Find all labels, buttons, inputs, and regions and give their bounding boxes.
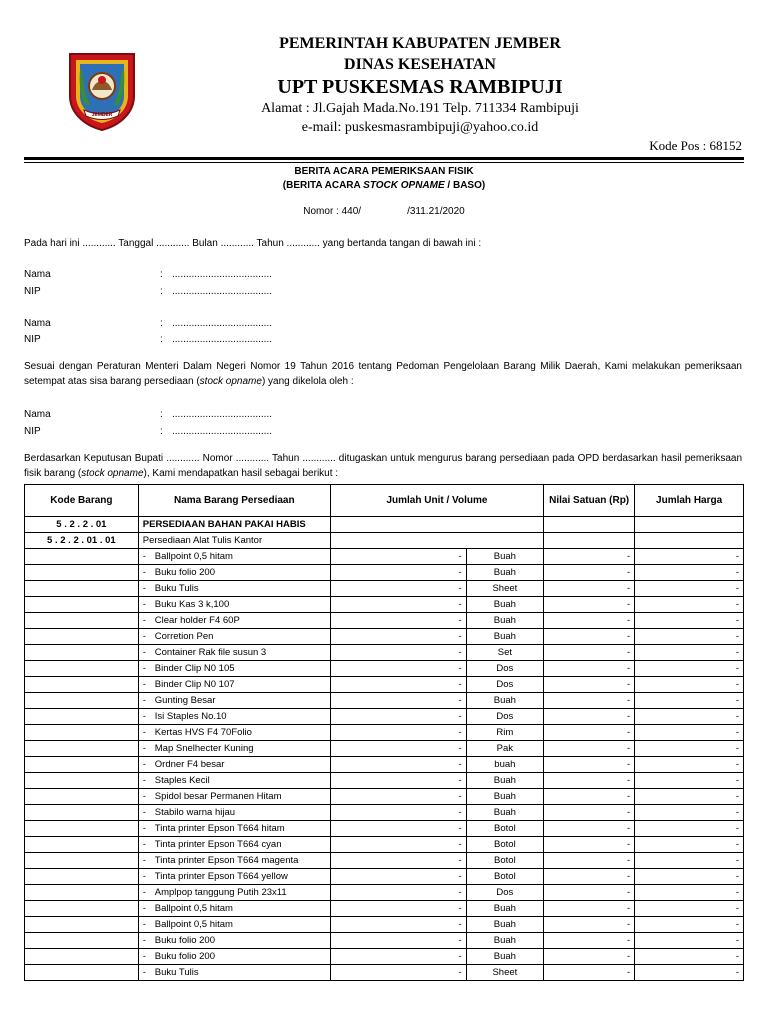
item-name: - Ballpoint 0,5 hitam xyxy=(138,549,330,565)
item-total: - xyxy=(635,741,744,757)
item-total: - xyxy=(635,757,744,773)
item-total: - xyxy=(635,901,744,917)
item-qty: - xyxy=(330,853,466,869)
item-name: - Ordner F4 besar xyxy=(138,757,330,773)
item-unit: Botol xyxy=(466,837,543,853)
item-unit: Buah xyxy=(466,773,543,789)
table-row xyxy=(25,901,744,917)
item-price: - xyxy=(544,613,635,629)
item-qty: - xyxy=(330,917,466,933)
item-unit: Buah xyxy=(466,613,543,629)
item-name: - Staples Kecil xyxy=(138,773,330,789)
col-jumlah-harga: Jumlah Harga xyxy=(635,485,744,517)
item-price: - xyxy=(544,709,635,725)
item-price: - xyxy=(544,597,635,613)
item-name: - Buku folio 200 xyxy=(138,565,330,581)
item-total: - xyxy=(635,853,744,869)
table-row xyxy=(25,773,744,789)
item-qty: - xyxy=(330,629,466,645)
item-qty: - xyxy=(330,645,466,661)
nomor-pre: Nomor : 440/ xyxy=(303,206,362,217)
item-unit: Botol xyxy=(466,869,543,885)
item-total: - xyxy=(635,773,744,789)
item-total: - xyxy=(635,869,744,885)
item-unit: Sheet xyxy=(466,581,543,597)
item-name: - Buku Kas 3 k,100 xyxy=(138,597,330,613)
item-qty: - xyxy=(330,885,466,901)
item-price: - xyxy=(544,901,635,917)
item-name: - Clear holder F4 60P xyxy=(138,613,330,629)
item-name: - Tinta printer Epson T664 magenta xyxy=(138,853,330,869)
item-total: - xyxy=(635,805,744,821)
item-qty: - xyxy=(330,933,466,949)
item-total: - xyxy=(635,581,744,597)
item-price: - xyxy=(544,725,635,741)
item-qty: - xyxy=(330,709,466,725)
item-unit: Dos xyxy=(466,709,543,725)
table-row xyxy=(25,885,744,901)
table-row xyxy=(25,613,744,629)
item-price: - xyxy=(544,741,635,757)
item-name: - Buku folio 200 xyxy=(138,933,330,949)
item-qty: - xyxy=(330,549,466,565)
item-price: - xyxy=(544,693,635,709)
table-row xyxy=(25,549,744,565)
item-qty: - xyxy=(330,693,466,709)
nomor-post: /311.21/2020 xyxy=(407,206,465,217)
item-qty: - xyxy=(330,565,466,581)
item-name: - Container Rak file susun 3 xyxy=(138,645,330,661)
item-total: - xyxy=(635,613,744,629)
item-price: - xyxy=(544,565,635,581)
item-unit: Buah xyxy=(466,693,543,709)
table-row xyxy=(25,917,744,933)
item-unit: Buah xyxy=(466,949,543,965)
col-nama: Nama Barang Persediaan xyxy=(138,485,330,517)
item-name: - Buku Tulis xyxy=(138,581,330,597)
item-name: - Tinta printer Epson T664 yellow xyxy=(138,869,330,885)
item-unit: Rim xyxy=(466,725,543,741)
item-qty: - xyxy=(330,757,466,773)
field-nama-1: Nama : .................................... xyxy=(24,269,273,280)
logo-text: JEMBER xyxy=(91,112,113,118)
item-unit: Sheet xyxy=(466,965,543,981)
field-nama-3: Nama : .................................... xyxy=(24,409,273,420)
table-row xyxy=(25,629,744,645)
header-rule-thin xyxy=(24,162,744,163)
jember-logo xyxy=(66,50,138,132)
doc-number xyxy=(24,206,744,217)
item-qty: - xyxy=(330,965,466,981)
table-row xyxy=(25,933,744,949)
item-total: - xyxy=(635,885,744,901)
item-total: - xyxy=(635,709,744,725)
item-total: - xyxy=(635,677,744,693)
table-row xyxy=(25,837,744,853)
field-nama-2: Nama : .................................... xyxy=(24,318,273,329)
item-qty: - xyxy=(330,805,466,821)
item-total: - xyxy=(635,629,744,645)
letterhead-address: Alamat : Jl.Gajah Mada.No.191 Telp. 711334 Rambipuji xyxy=(261,101,579,116)
item-qty: - xyxy=(330,837,466,853)
col-nilai-satuan: Nilai Satuan (Rp) xyxy=(544,485,635,517)
table-row xyxy=(25,965,744,981)
item-unit: Dos xyxy=(466,677,543,693)
item-name: - Gunting Besar xyxy=(138,693,330,709)
item-price: - xyxy=(544,853,635,869)
doc-title: BERITA ACARA PEMERIKSAAN FISIK xyxy=(294,166,474,177)
item-name: - Stabilo warna hijau xyxy=(138,805,330,821)
item-total: - xyxy=(635,549,744,565)
item-name: - Binder Clip N0 105 xyxy=(138,661,330,677)
item-total: - xyxy=(635,789,744,805)
item-name: - Amplpop tanggung Putih 23x11 xyxy=(138,885,330,901)
table-row xyxy=(25,581,744,597)
intro-text: Pada hari ini ............ Tanggal ............ Bulan ............ Tahun ............ yang bertanda tangan di bawah ini : xyxy=(24,238,482,249)
item-total: - xyxy=(635,949,744,965)
paragraph-2: Berdasarkan Keputusan Bupati ............ Nomor ............ Tahun ............ ditugaskan untuk mengurus barang persediaan pada OPD berdasarkan hasil pemeriksaan fisik barang (stock opname), Kami mendapatkan hasil sebagai berikut : xyxy=(24,453,742,479)
table-row xyxy=(25,805,744,821)
item-total: - xyxy=(635,693,744,709)
subtitle-pre: (BERITA ACARA xyxy=(282,180,364,191)
inventory-table xyxy=(24,484,744,981)
letterhead-line1: PEMERINTAH KABUPATEN JEMBER xyxy=(279,35,561,52)
field-nip-3: NIP : .................................... xyxy=(24,426,273,437)
item-unit: Buah xyxy=(466,629,543,645)
item-qty: - xyxy=(330,613,466,629)
item-qty: - xyxy=(330,901,466,917)
item-name: - Tinta printer Epson T664 hitam xyxy=(138,821,330,837)
col-jumlah-unit: Jumlah Unit / Volume xyxy=(330,485,543,517)
table-row xyxy=(25,741,744,757)
table-header-row xyxy=(25,485,744,517)
table-row xyxy=(25,725,744,741)
item-name: - Ballpoint 0,5 hitam xyxy=(138,917,330,933)
item-total: - xyxy=(635,965,744,981)
item-qty: - xyxy=(330,789,466,805)
item-price: - xyxy=(544,805,635,821)
header-rule xyxy=(24,157,744,160)
item-price: - xyxy=(544,757,635,773)
item-name: - Tinta printer Epson T664 cyan xyxy=(138,837,330,853)
item-price: - xyxy=(544,549,635,565)
item-qty: - xyxy=(330,741,466,757)
item-name: - Map Snelhecter Kuning xyxy=(138,741,330,757)
item-price: - xyxy=(544,581,635,597)
group-row: 5 . 2 . 2 . 01 PERSEDIAAN BAHAN PAKAI HABIS xyxy=(25,517,744,533)
item-unit: Buah xyxy=(466,917,543,933)
item-unit: Pak xyxy=(466,741,543,757)
item-price: - xyxy=(544,661,635,677)
item-price: - xyxy=(544,869,635,885)
item-total: - xyxy=(635,597,744,613)
item-price: - xyxy=(544,773,635,789)
item-price: - xyxy=(544,821,635,837)
item-price: - xyxy=(544,677,635,693)
item-unit: buah xyxy=(466,757,543,773)
table-row xyxy=(25,869,744,885)
table-row xyxy=(25,949,744,965)
item-unit: Buah xyxy=(466,805,543,821)
item-unit: Buah xyxy=(466,933,543,949)
item-name: - Corretion Pen xyxy=(138,629,330,645)
table-row xyxy=(25,677,744,693)
item-total: - xyxy=(635,821,744,837)
table-row xyxy=(25,661,744,677)
item-unit: Buah xyxy=(466,597,543,613)
table-row xyxy=(25,757,744,773)
item-name: - Kertas HVS F4 70Folio xyxy=(138,725,330,741)
table-row xyxy=(25,709,744,725)
item-total: - xyxy=(635,661,744,677)
item-qty: - xyxy=(330,661,466,677)
item-name: - Buku folio 200 xyxy=(138,949,330,965)
item-total: - xyxy=(635,645,744,661)
item-qty: - xyxy=(330,581,466,597)
item-price: - xyxy=(544,949,635,965)
item-unit: Set xyxy=(466,645,543,661)
table-row xyxy=(25,597,744,613)
item-total: - xyxy=(635,917,744,933)
item-total: - xyxy=(635,837,744,853)
item-total: - xyxy=(635,565,744,581)
table-row xyxy=(25,645,744,661)
item-price: - xyxy=(544,629,635,645)
item-unit: Buah xyxy=(466,901,543,917)
table-row xyxy=(25,565,744,581)
item-total: - xyxy=(635,933,744,949)
item-unit: Buah xyxy=(466,565,543,581)
kode-pos: Kode Pos : 68152 xyxy=(649,138,742,153)
subtitle-post: / BASO) xyxy=(444,180,486,191)
item-price: - xyxy=(544,645,635,661)
table-row xyxy=(25,853,744,869)
item-name: - Spidol besar Permanen Hitam xyxy=(138,789,330,805)
item-qty: - xyxy=(330,677,466,693)
item-unit: Botol xyxy=(466,853,543,869)
table-row xyxy=(25,789,744,805)
item-price: - xyxy=(544,933,635,949)
item-qty: - xyxy=(330,773,466,789)
letterhead-line2: DINAS KESEHATAN xyxy=(344,56,496,73)
item-qty: - xyxy=(330,869,466,885)
item-name: - Ballpoint 0,5 hitam xyxy=(138,901,330,917)
subgroup-row: 5 . 2 . 2 . 01 . 01 Persediaan Alat Tulis Kantor xyxy=(25,533,744,549)
letterhead-email: e-mail: puskesmasrambipuji@yahoo.co.id xyxy=(301,120,539,135)
item-unit: Dos xyxy=(466,885,543,901)
item-price: - xyxy=(544,885,635,901)
field-nip-2: NIP : .................................... xyxy=(24,334,273,345)
item-unit: Botol xyxy=(466,821,543,837)
item-name: - Buku Tulis xyxy=(138,965,330,981)
item-unit: Buah xyxy=(466,549,543,565)
col-kode: Kode Barang xyxy=(25,485,139,517)
table-row xyxy=(25,821,744,837)
paragraph-1: Sesuai dengan Peraturan Menteri Dalam Negeri Nomor 19 Tahun 2016 tentang Pedoman Pengelolaan Barang Milik Daerah, Kami melakukan pemeriksaan setempat atas sisa barang persediaan (stock opname) yang dikelola oleh : xyxy=(24,361,742,387)
item-unit: Dos xyxy=(466,661,543,677)
item-qty: - xyxy=(330,725,466,741)
item-total: - xyxy=(635,725,744,741)
item-name: - Binder Clip N0 107 xyxy=(138,677,330,693)
item-price: - xyxy=(544,917,635,933)
item-price: - xyxy=(544,837,635,853)
letterhead-line3: UPT PUSKESMAS RAMBIPUJI xyxy=(277,76,563,98)
item-name: - Isi Staples No.10 xyxy=(138,709,330,725)
item-price: - xyxy=(544,789,635,805)
field-nip-1: NIP : .................................... xyxy=(24,286,273,297)
item-qty: - xyxy=(330,821,466,837)
subtitle-ital: STOCK OPNAME xyxy=(363,180,445,191)
item-price: - xyxy=(544,965,635,981)
doc-subtitle xyxy=(24,180,744,191)
item-unit: Buah xyxy=(466,789,543,805)
letterhead xyxy=(160,33,680,137)
item-qty: - xyxy=(330,597,466,613)
table-row xyxy=(25,693,744,709)
item-qty: - xyxy=(330,949,466,965)
